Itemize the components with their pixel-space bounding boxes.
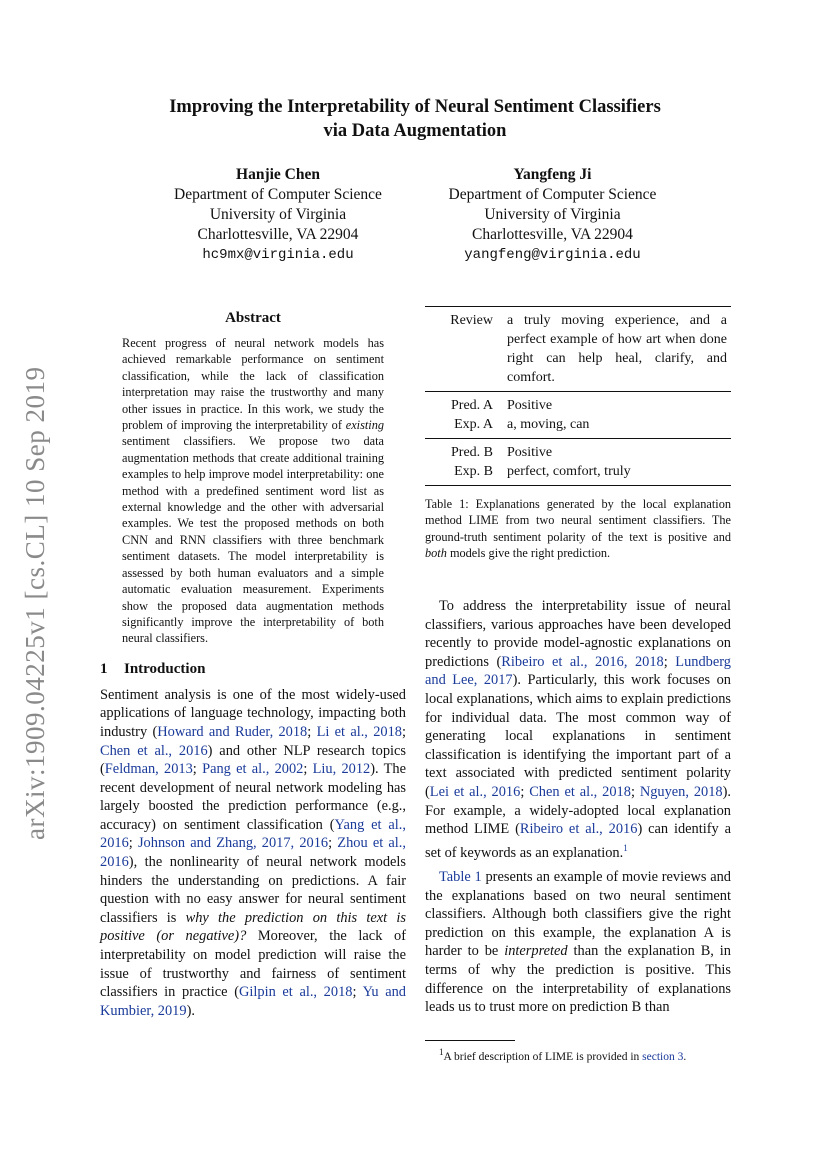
table-row	[425, 462, 731, 486]
abstract-emphasis: existing	[345, 418, 384, 433]
citation-link[interactable]: Chen et al., 2018	[529, 783, 631, 800]
paragraph	[425, 868, 731, 1017]
text-run: ). The recent development of neural network modeling has largely boosted the prediction performance (e.g., accuracy) on sentiment classification (	[100, 761, 407, 833]
citation-link[interactable]: Pang et al., 2002	[202, 761, 304, 778]
citation-link[interactable]: Lei et al., 2016	[429, 783, 521, 800]
citation-link[interactable]: Zhou et al., 2016	[100, 835, 406, 871]
title-line-1: Improving the Interpretability of Neural Sentiment Classifiers	[169, 97, 661, 117]
citation-link[interactable]: Johnson and Zhang, 2017, 2016	[137, 835, 329, 852]
citation-link[interactable]: Liu, 2012	[312, 761, 371, 778]
text-run: ;	[192, 761, 203, 778]
section-heading	[100, 661, 406, 678]
section-title: Introduction	[124, 660, 206, 677]
text-run: ;	[303, 761, 313, 778]
author-email[interactable]: hc9mx@virginia.edu	[202, 247, 354, 263]
table-label: Pred. A	[451, 398, 493, 413]
citation-link[interactable]: Ribeiro et al., 2016, 2018	[501, 653, 664, 670]
text-run: ;	[630, 783, 640, 800]
text-run: ), the nonlinearity of neural network models hinders the understanding on predictions. A fair question with no easy answer for neural sentiment classifiers is	[100, 854, 406, 926]
citation-link[interactable]: Lundberg and Lee, 2017	[425, 653, 731, 689]
abstract-part: sentiment classifiers. We propose two data augmentation methods that create additional training examples to help improve model interpretability: one method with a predefined sentiment word list as external knowledge and the other with adversarial examples. We test the proposed methods on both CNN and RNN classifiers with three benchmark sentiment datasets. The model interpretability is assessed by both human evaluators and a simple automatic evaluation measurement. Experiments show the proposed data augmentation methods significantly improve the interpretability of both neural classifiers.	[122, 434, 384, 646]
table-row	[425, 392, 731, 416]
table-cell: a truly moving experience, and a perfect example of how art when done right can help heal, clarify, and comfort.	[507, 313, 727, 385]
section-number: 1	[100, 660, 108, 677]
abstract-text	[122, 335, 384, 647]
author-city: Charlottesville, VA 22904	[197, 226, 359, 243]
author-name: Hanjie Chen	[236, 166, 320, 183]
citation-link[interactable]: Li et al., 2018	[316, 723, 402, 740]
citation-link[interactable]: Yang et al., 2016	[100, 816, 406, 852]
text-run: ;	[307, 723, 317, 740]
table-label: Review	[450, 313, 493, 328]
citation-link[interactable]: Howard and Ruder, 2018	[157, 723, 308, 740]
left-column	[100, 310, 406, 1020]
citation-link[interactable]: Feldman, 2013	[104, 761, 193, 778]
table-cell: a, moving, can	[507, 417, 590, 432]
abstract-part: Recent progress of neural network models has achieved remarkable performance on sentiment classification, while the lack of classification interpretation may raise the trustworthy and many other issues in practice. In this work, we study the problem of improving the interpretability of	[122, 336, 384, 433]
author-city: Charlottesville, VA 22904	[472, 226, 633, 243]
author-univ: University of Virginia	[209, 206, 347, 223]
table-row	[425, 307, 731, 392]
table-row	[425, 439, 731, 463]
text-run: ).	[186, 1002, 195, 1019]
text-run: Table 1: Explanations generated by the local explanation method LIME from two neural sentiment classifiers. The ground-truth sentiment polarity of the text is positive and	[425, 497, 731, 544]
text-run: than the explanation B, in terms of why the prediction is positive. This difference on the interpretability of explanations leads us to trust more on prediction B than	[425, 943, 731, 1016]
table-label: Pred. B	[451, 445, 493, 460]
table-ref-link[interactable]: Table 1	[439, 869, 482, 886]
citation-link[interactable]: Gilpin et al., 2018	[239, 984, 353, 1001]
text-run: ;	[128, 835, 138, 852]
paragraph	[425, 597, 731, 862]
intro-paragraph	[100, 686, 406, 1021]
citation-link[interactable]: Yu and Kumbier, 2019	[100, 984, 406, 1019]
table-row	[425, 415, 731, 439]
footnote-mark: 1	[439, 1047, 444, 1057]
title-line-2: via Data Augmentation	[323, 121, 507, 141]
text-run: ;	[352, 984, 363, 1001]
emphasis: interpreted	[504, 943, 568, 960]
text-run: Moreover, the lack of interpretability on model prediction will raise the issue of trustworthy and fairness of sentiment classifiers in practice (	[100, 928, 406, 1001]
author-block-2	[420, 165, 685, 265]
text-run: ). Particularly, this work focuses on local explanations, which aims to explain predictions for individual data. The most common way of generating local explanations in sentiment classification is identifying the important part of a text associated with predicted sentiment polarity (	[425, 672, 732, 800]
footnote	[425, 1045, 731, 1065]
text-run: ;	[663, 653, 676, 670]
section-ref-link[interactable]: section 3	[642, 1050, 684, 1063]
citation-link[interactable]: Ribeiro et al., 2016	[519, 821, 638, 838]
footnote-divider	[425, 1040, 515, 1041]
text-run: ) can identify a set of keywords as an explanation.	[425, 821, 731, 861]
text-run: .	[683, 1050, 687, 1063]
table-cell: Positive	[507, 445, 553, 460]
text-run: presents an example of movie reviews and the explanations based on two neural sentiment classifiers. Although both classifiers give the right prediction on this example, the explanation A is harder to be	[425, 869, 732, 960]
table-label: Exp. A	[454, 417, 493, 432]
table-label: Exp. B	[454, 464, 493, 479]
text-run: ;	[401, 723, 406, 740]
table-1	[425, 306, 731, 486]
text-run: To address the interpretability issue of neural classifiers, various approaches have been developed recently to provide model-agnostic explanations on predictions (	[425, 598, 731, 670]
arxiv-stamp-text: arXiv:1909.04225v1 [cs.CL] 10 Sep 2019	[20, 366, 50, 840]
emphasis: both	[425, 546, 447, 561]
text-run: ) and other NLP research topics (	[100, 742, 406, 778]
author-block-1	[148, 165, 408, 265]
author-dept: Department of Computer Science	[448, 186, 657, 203]
text-run: ;	[520, 783, 530, 800]
citation-link[interactable]: Nguyen, 2018	[639, 783, 723, 800]
text-run: models give the right prediction.	[446, 546, 611, 561]
table-caption	[425, 496, 731, 562]
right-column-body	[425, 597, 731, 1017]
text-run: ). For example, a widely-adopted local explanation method LIME (	[425, 783, 732, 838]
citation-link[interactable]: Chen et al., 2016	[100, 742, 208, 759]
text-run: A brief description of LIME is provided in	[443, 1050, 643, 1063]
author-name: Yangfeng Ji	[513, 166, 592, 183]
text-run: ;	[328, 835, 338, 852]
author-dept: Department of Computer Science	[174, 186, 382, 203]
right-column-top	[425, 306, 731, 562]
paper-title	[100, 95, 730, 143]
abstract-heading: Abstract	[225, 310, 281, 326]
footnote-mark-link[interactable]: 1	[623, 842, 628, 853]
table-cell: Positive	[507, 398, 553, 413]
text-run: Sentiment analysis is one of the most widely-used applications of language technology, impacting both industry (	[100, 686, 406, 740]
table-cell: perfect, comfort, truly	[507, 464, 631, 479]
author-email[interactable]: yangfeng@virginia.edu	[464, 247, 641, 263]
emphasis: why the prediction on this text is positive (or negative)?	[100, 909, 406, 945]
author-univ: University of Virginia	[484, 206, 621, 223]
